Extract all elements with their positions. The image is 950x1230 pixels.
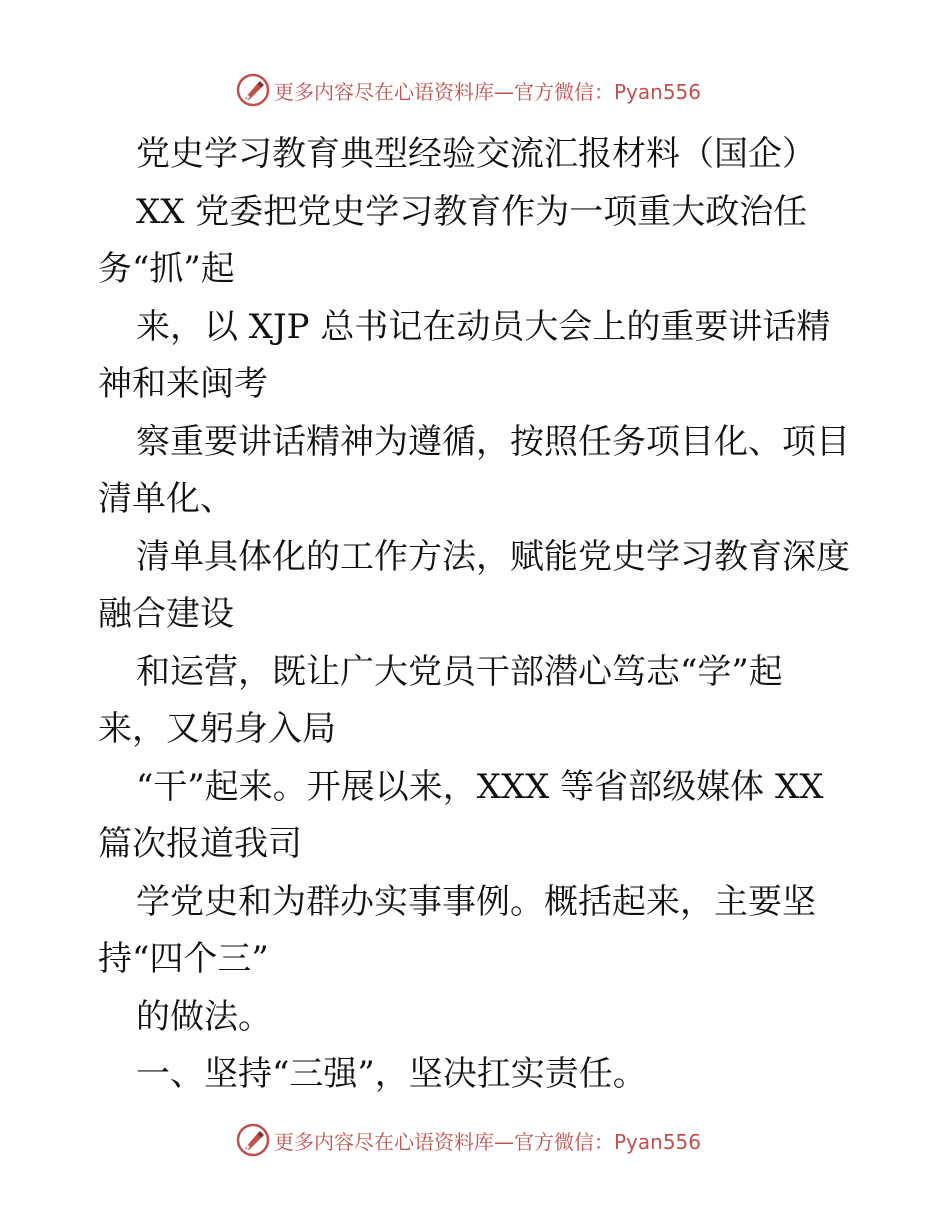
text-line: 神和来闽考 (98, 364, 268, 404)
footer-banner (236, 1123, 736, 1157)
text-line: XX 党委把党史学习教育作为一项重大政治任 (136, 191, 808, 232)
text-line: 清单化、 (98, 479, 234, 519)
pen-logo-icon (236, 73, 270, 107)
footer-banner-text: 更多内容尽在心语资料库—官方微信：Pyan556 (274, 1129, 702, 1154)
header-banner-text: 更多内容尽在心语资料库—官方微信：Pyan556 (274, 79, 702, 104)
text-line: 务“抓”起 (98, 249, 235, 289)
text-line: 清单具体化的工作方法，赋能党史学习教育深度 (136, 536, 850, 577)
pen-logo-icon (236, 1123, 270, 1157)
text-line: 一、坚持“三强”，坚决扛实责任。 (136, 1054, 647, 1094)
text-line: 党史学习教育典型经验交流汇报材料（国企） (136, 134, 816, 174)
text-line: 和运营，既让广大党员干部潜心笃志“学”起 (136, 651, 783, 692)
text-line: “干”起来。开展以来，XXX 等省部级媒体 XX (136, 766, 824, 807)
text-line: 来，以 XJP 总书记在动员大会上的重要讲话精 (136, 306, 831, 347)
text-line: 融合建设 (98, 594, 234, 634)
text-line: 持“四个三” (98, 939, 269, 979)
document-body (98, 126, 858, 1104)
text-line: 篇次报道我司 (98, 824, 302, 864)
text-line: 的做法。 (136, 996, 272, 1037)
header-banner (236, 73, 736, 107)
text-line: 来，又躬身入局 (98, 709, 336, 749)
text-line: 学党史和为群办实事事例。概括起来，主要坚 (136, 881, 816, 922)
text-line: 察重要讲话精神为遵循，按照任务项目化、项目 (136, 421, 850, 462)
